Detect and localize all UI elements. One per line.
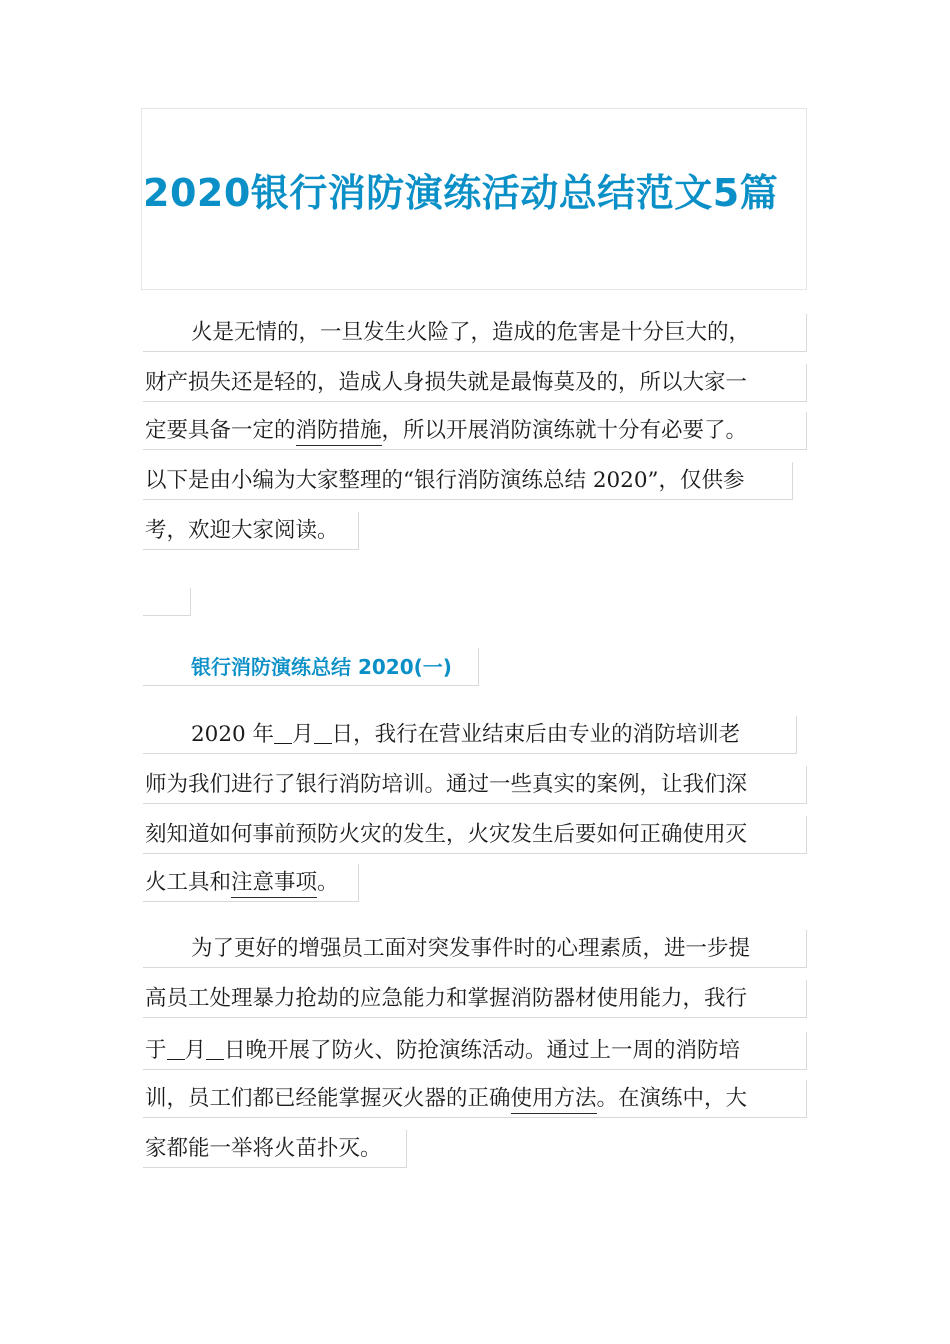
blank-field — [274, 723, 292, 744]
text: 日，我行在营业结束后由专业的消防培训老 — [331, 722, 741, 747]
p2-line-4 — [143, 1080, 807, 1118]
p2-line-1 — [143, 930, 807, 968]
blank-field — [314, 723, 332, 744]
intro-line-2 — [143, 364, 807, 402]
blank-field — [206, 1039, 224, 1060]
text: 考，欢迎大家阅读。 — [145, 518, 339, 543]
document-title: 2020银行消防演练活动总结范文5篇 — [143, 171, 779, 215]
intro-line-5 — [143, 512, 359, 550]
text: 训，员工们都已经能掌握灭火器的正确 — [145, 1086, 511, 1111]
link-usage-method[interactable]: 使用方法 — [511, 1086, 597, 1114]
text: 火工具和 — [145, 870, 232, 895]
text: ，所以开展消防演练就十分有必要了。 — [381, 418, 748, 443]
p1-line-1 — [143, 716, 797, 754]
text: 于 — [145, 1038, 167, 1063]
link-fire-measures[interactable]: 消防措施 — [296, 418, 382, 446]
p2-line-5 — [143, 1130, 407, 1168]
p1-line-4 — [143, 864, 359, 902]
text: 高员工处理暴力抢劫的应急能力和掌握消防器材使用能力，我行 — [145, 986, 748, 1011]
text: 财产损失还是轻的，造成人身损失就是最悔莫及的，所以大家一 — [145, 370, 748, 395]
text: 定要具备一定的 — [145, 418, 296, 443]
text: 师为我们进行了银行消防培训。通过一些真实的案例，让我们深 — [145, 772, 748, 797]
text: 月 — [292, 722, 314, 747]
text: 日晚开展了防火、防抢演练活动。通过上一周的消防培 — [224, 1038, 741, 1063]
intro-line-1 — [143, 314, 807, 352]
text: 以下是由小编为大家整理的“银行消防演练总结 2020”，仅供参 — [145, 468, 745, 493]
p1-line-2 — [143, 766, 807, 804]
p2-line-2 — [143, 980, 807, 1018]
blank-field — [167, 1039, 185, 1060]
text: 月 — [184, 1038, 207, 1063]
link-precautions[interactable]: 注意事项 — [231, 870, 317, 898]
text: 2020 年 — [191, 722, 275, 747]
section-heading: 银行消防演练总结 2020(一) — [143, 648, 479, 686]
text: 为了更好的增强员工面对突发事件时的心理素质，进一步提 — [191, 936, 751, 961]
empty-paragraph — [143, 588, 191, 616]
text: 家都能一举将火苗扑灭。 — [145, 1136, 382, 1161]
p1-line-3 — [143, 816, 807, 854]
intro-line-3 — [143, 412, 807, 450]
text: 。 — [317, 870, 339, 895]
intro-line-4 — [143, 462, 793, 500]
text: 。在演练中，大 — [596, 1086, 748, 1111]
text: 火是无情的，一旦发生火险了，造成的危害是十分巨大的， — [191, 320, 751, 345]
p2-line-3 — [143, 1032, 807, 1070]
text: 刻知道如何事前预防火灾的发生，火灾发生后要如何正确使用灭 — [145, 822, 748, 847]
